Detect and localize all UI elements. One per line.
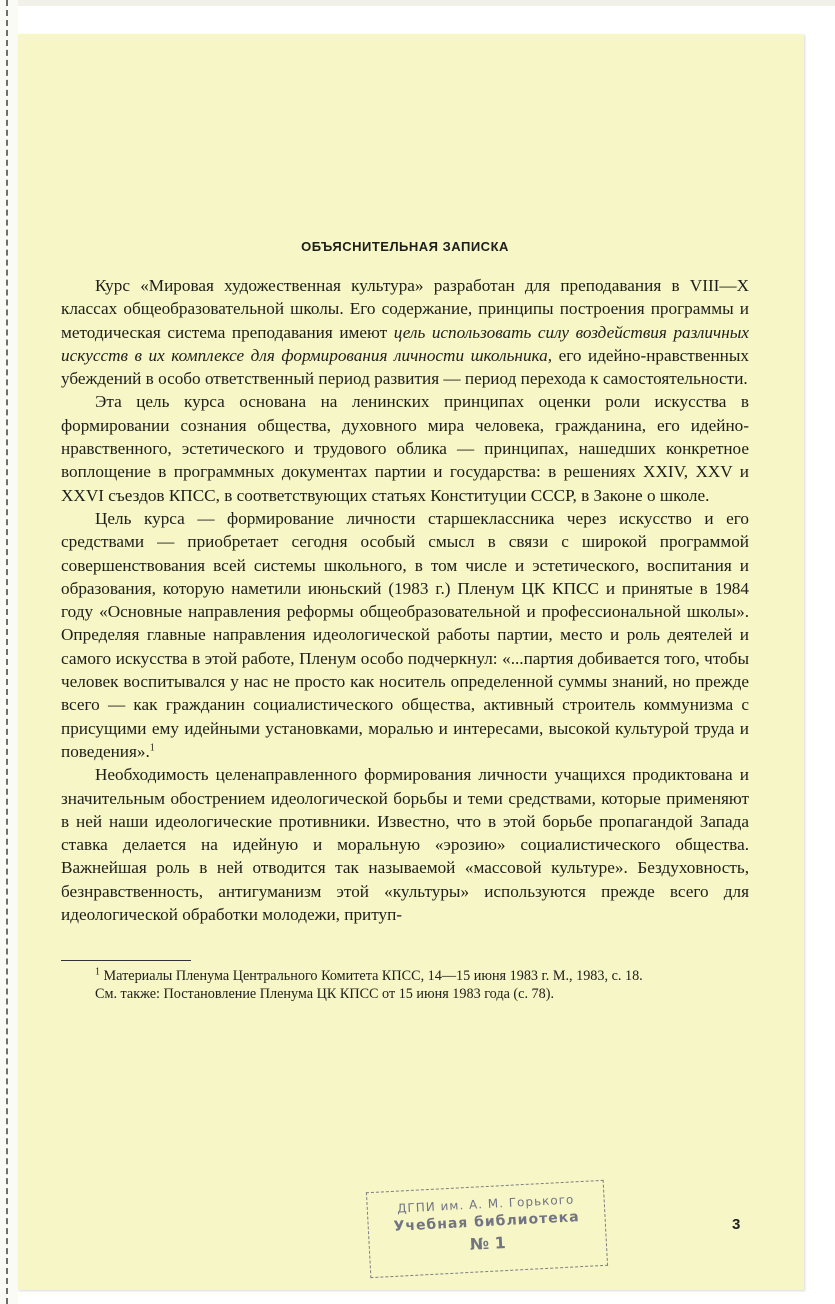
footnote-2: См. также: Постановление Пленума ЦК КПСС от 15 июня 1983 года (с. 78).	[95, 986, 555, 1003]
paragraph-1-italic-goal: цель использовать силу воздействия различных искусств в их комплексе для формирования личности школьника,	[61, 322, 749, 365]
footnote-1-mark: 1	[95, 966, 100, 978]
library-stamp	[366, 1180, 608, 1278]
footnote-1-text: Материалы Пленума Центрального Комитета КПСС, 14—15 июня 1983 г. М., 1983, с. 18.	[100, 968, 643, 985]
binding-rule	[6, 0, 10, 1304]
stamp-library: Учебная библиотека	[393, 1209, 581, 1235]
paragraph-3	[61, 507, 749, 763]
scan-edge	[0, 0, 835, 6]
paragraph-1	[61, 274, 749, 390]
page-content	[61, 239, 749, 1003]
footnote-divider	[61, 960, 191, 961]
paragraph-2: Эта цель курса основана на ленинских принципах оценки роли искусства в формировании сознания общества, духовного мира человека, гражданина, его идейно-нравственного, эстетического и трудового облика — принципах, нашедших конкретное воплощение в программных документах партии и государства: в решениях XXIV, XXV и XXVI съездов КПСС, в соответствующих статьях Конституции СССР, в Законе о школе.	[61, 392, 749, 505]
page-heading: ОБЪЯСНИТЕЛЬНАЯ ЗАПИСКА	[301, 239, 509, 254]
paragraph-3-text: Цель курса — формирование личности старшеклассника через искусство и его средствами — приобретает сегодня особый смысл в связи с широкой программой совершенствования всей системы школьного, в том числе и эстетического, воспитания и образования, которую наметили июньский (1983 г.) Пленум ЦК КПСС и принятые в 1984 году «Основные направления реформы общеобразовательной и профессиональной школы». Определяя главные направления идеологической работы партии, место и роль деятелей и самого искусства в этой работе, Пленум особо подчеркнул: «...партия добивается того, чтобы человек воспитывался у нас не просто как носитель определенной суммы знаний, но прежде всего — как гражданин социалистического общества, активный строитель коммунизма с присущими ему идейными установками, моралью и интересами, высокой культурой труда и поведения».	[61, 508, 749, 761]
stamp-institution: ДГПИ им. А. М. Горького	[396, 1192, 575, 1216]
page-number: 3	[732, 1216, 741, 1233]
paragraph-1-text-start: Курс «Мировая художественная культура» разработан для преподавания в VIII—X классах общеобразовательной школы. Его содержание, принципы построения программы и методическая система преподавания имеют	[61, 276, 749, 342]
scan-margin	[0, 0, 18, 1304]
stamp-number: № 1	[469, 1233, 507, 1254]
paragraph-1-text-end: его идейно-нравственных убеждений в особо ответственный период развития — период перехода к самостоятельности.	[61, 345, 749, 389]
footnote-1	[61, 967, 749, 985]
book-page	[18, 34, 804, 1290]
footnote-reference: 1	[149, 742, 155, 754]
paragraph-4: Необходимость целенаправленного формирования личности учащихся продиктована и значительным обострением идеологической борьбы и теми средствами, которые применяют в ней наши идеологические противники. Известно, что в этой борьбе пропагандой Запада ставка делается на идейную и моральную «эрозию» социалистического общества. Важнейшая роль в ней отводится так называемой «массовой культуре». Бездуховность, безнравственность, антигуманизм этой «культуры» используются прежде всего для идеологической обработки молодежи, притуп-	[61, 765, 749, 925]
